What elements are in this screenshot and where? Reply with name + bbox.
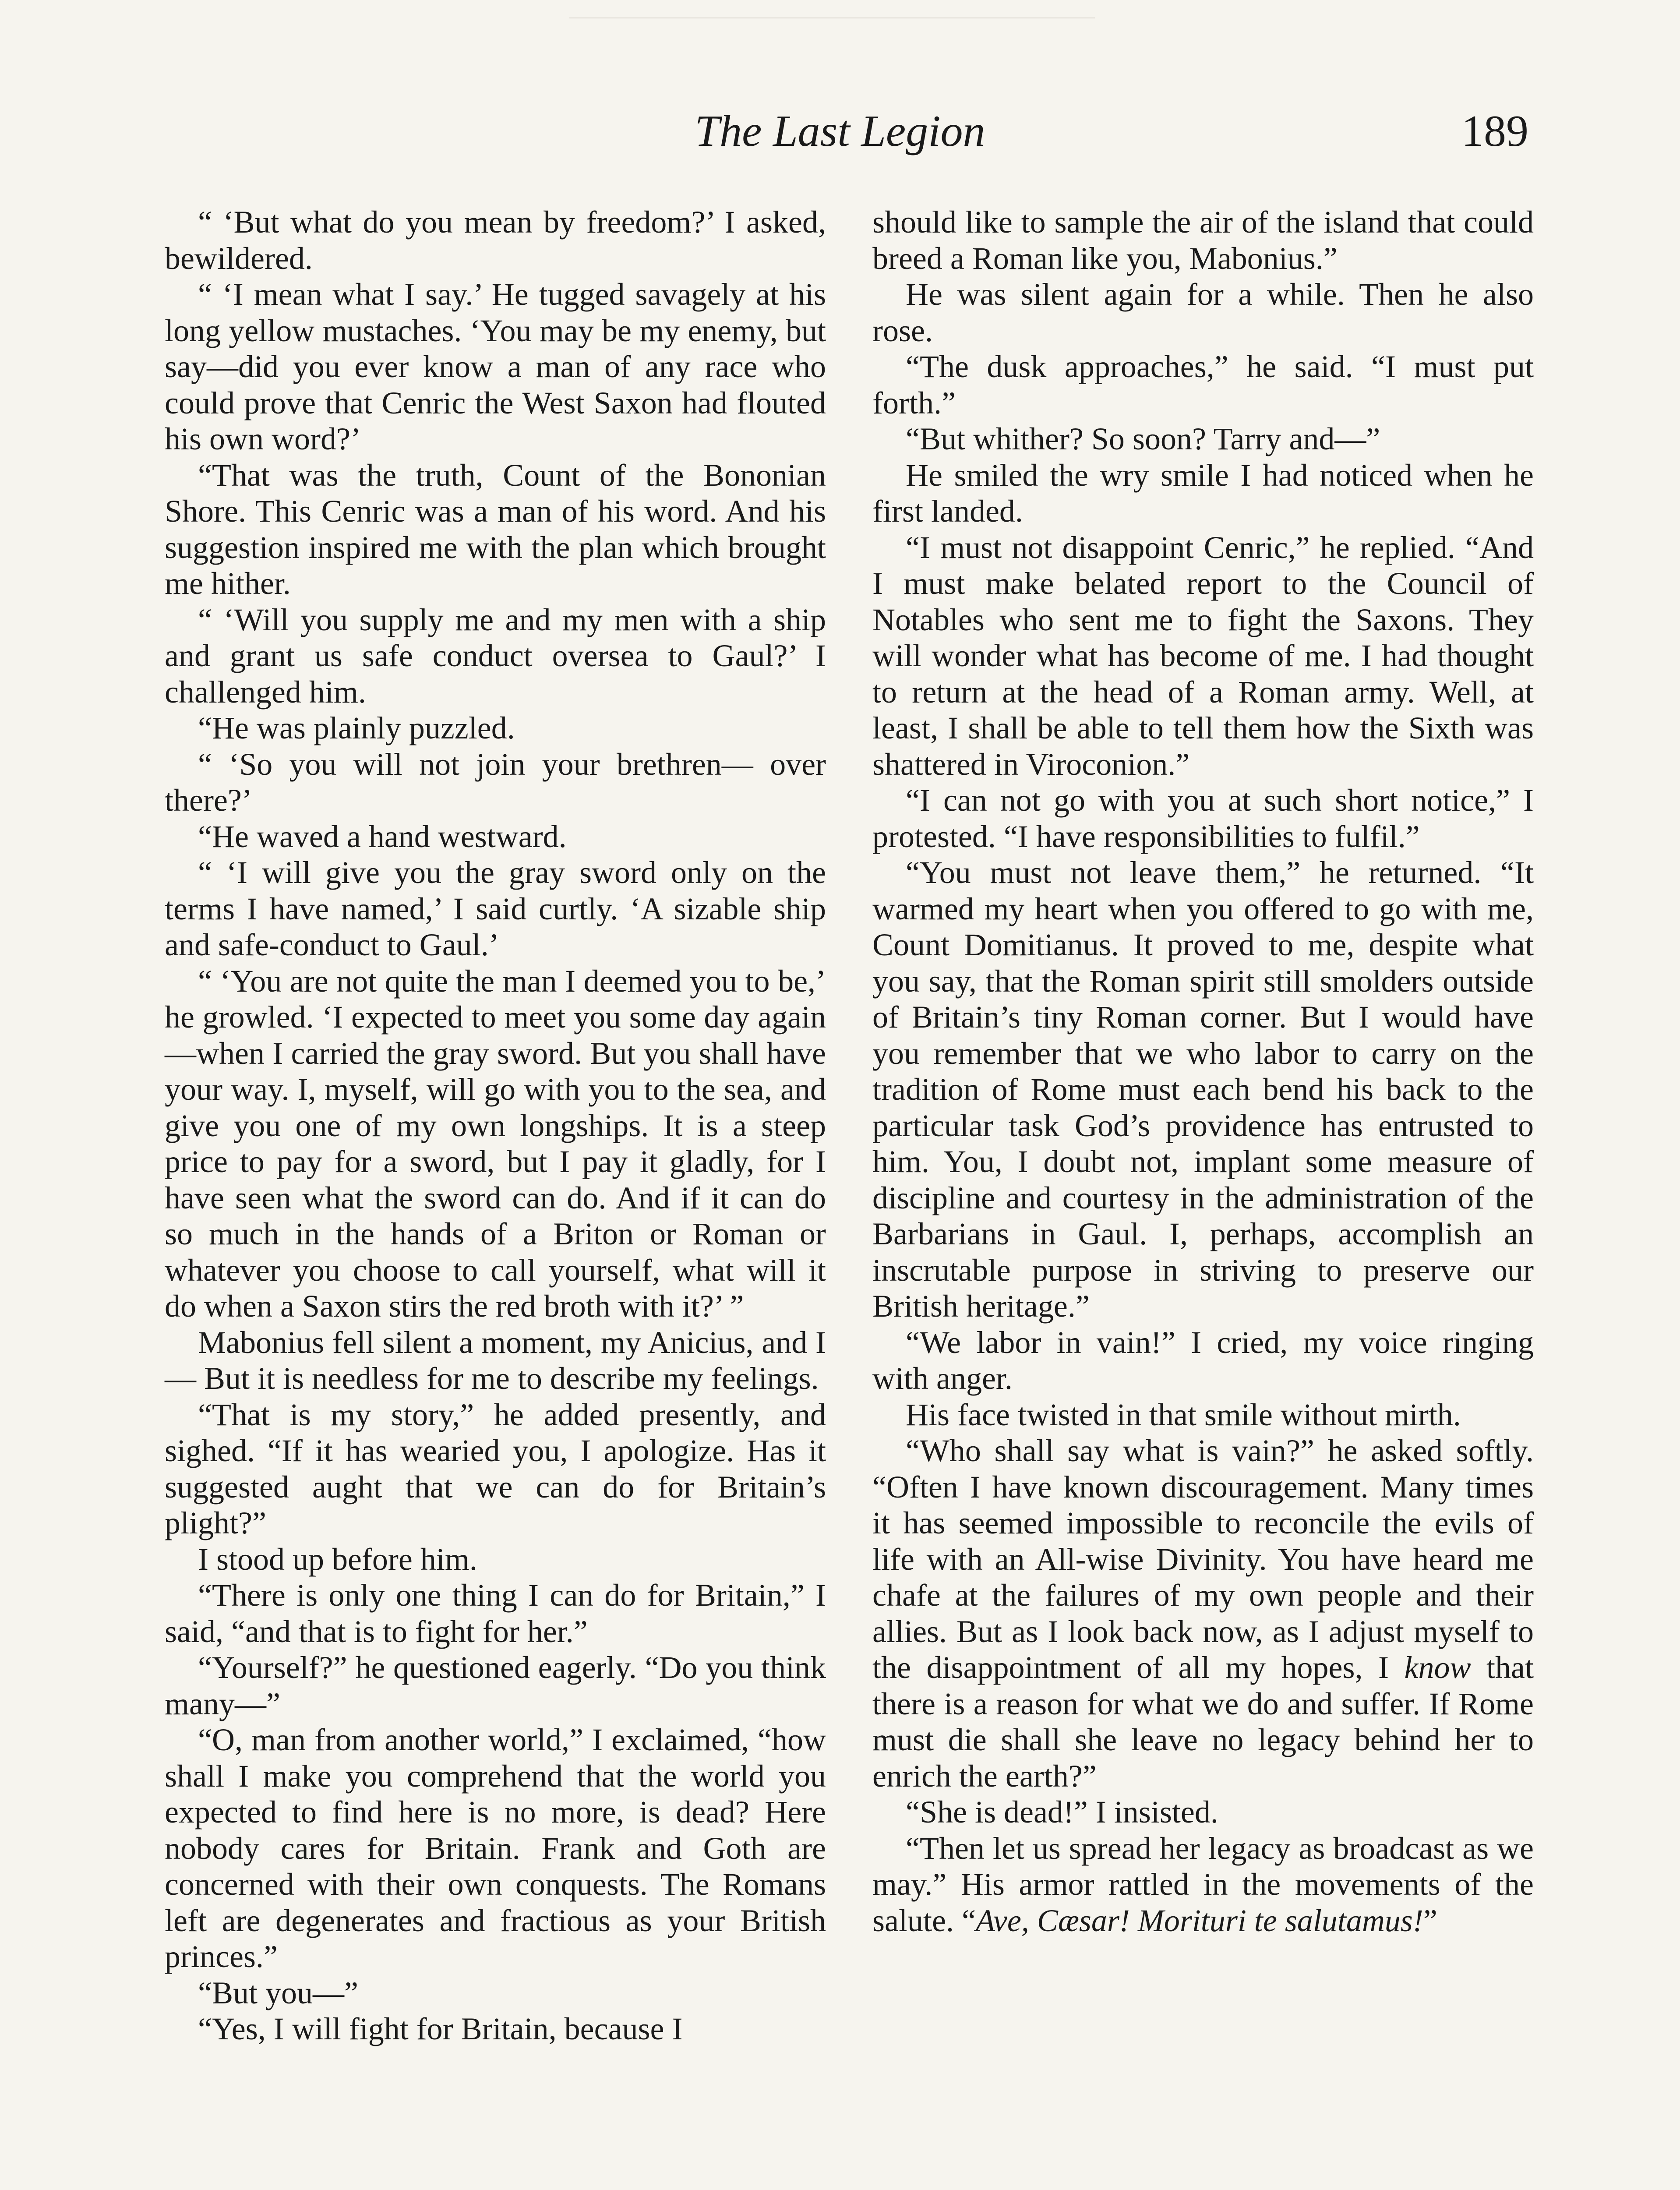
paragraph: “I must not disappoint Cenric,” he replied. “And I must make belated report to the Council of Notables who sent me to fight the Saxons. They will wonder what has become of me. I had thought to return at the head of a Roman army. Well, at least, I shall be able to tell them how the Sixth was shattered in Viroconion.” [872,530,1534,782]
paragraph: “He was plainly puzzled. [198,710,515,745]
paragraph: “ ‘So you will not join your brethren— over there?’ [165,746,826,818]
paragraph: “We labor in vain!” I cried, my voice ringing with anger. [872,1325,1534,1396]
paragraph: I stood up before him. [198,1541,477,1577]
paragraph: “The dusk approaches,” he said. “I must put forth.” [872,349,1534,420]
paragraph: Mabonius fell silent a moment, my Anicius, and I— But it is needless for me to describe my feelings. [165,1325,826,1396]
paragraph: “But whither? So soon? Tarry and—” [906,421,1380,456]
paragraph: “She is dead!” I insisted. [906,1794,1218,1830]
paragraph [872,1830,1534,1939]
paragraph-continued: should like to sample the air of the island that could breed a Roman like you, Mabonius.” [872,205,1534,276]
paragraph: “That was the truth, Count of the Bononian Shore. This Cenric was a man of his word. And his suggestion inspired me with the plan which brought me hither. [165,457,826,601]
text-run: “Then let us spread her legacy as broadcast as we may.” His armor rattled in the movements of the salute. “ [872,1830,1534,1938]
paragraph: “You must not leave them,” he returned. “It warmed my heart when you offered to go with me, Count Domitianus. It proved to me, despite what you say, that the Roman spirit still smolders outside of Britain’s tiny Roman corner. But I would have you remember that we who labor to carry on the tradition of Rome must each bend his back to the particular task God’s providence has entrusted to him. You, I doubt not, implant some measure of discipline and courtesy in the administration of the Barbarians in Gaul. I, perhaps, accomplish an inscrutable purpose in striving to preserve our British heritage.” [872,855,1534,1324]
italic-emphasis: know [1404,1650,1471,1685]
page-number: 189 [1461,106,1528,156]
paragraph: “Yes, I will fight for Britain, because I [198,2011,683,2046]
right-text-column [872,204,1534,1939]
paragraph: “ ‘But what do you mean by freedom?’ I asked, bewildered. [165,205,826,276]
text-run: ” [1423,1903,1437,1938]
paragraph: “There is only one thing I can do for Britain,” I said, “and that is to fight for her.” [165,1578,826,1649]
paragraph: “ ‘Will you supply me and my men with a ship and grant us safe conduct oversea to Gaul?’ I challenged him. [165,602,826,710]
text-run: that there is a reason for what we do and suffer. If Rome must die shall she leave no legacy behind her to enrich the earth?” [872,1650,1534,1794]
paragraph: “ ‘I will give you the gray sword only on the terms I have named,’ I said curtly. ‘A sizable ship and safe-conduct to Gaul.’ [165,855,826,962]
text-run: “Who shall say what is vain?” he asked softly. “Often I have known discouragement. Many times it has seemed impossible to reconcile the evils of life with an All-wise Divinity. You have heard me chafe at the failures of my own people and their allies. But as I look back now, as I adjust myself to the disappointment of all my hopes, I [872,1433,1534,1685]
paragraph: He was silent again for a while. Then he also rose. [872,277,1534,348]
paragraph: “But you—” [198,1975,358,2010]
paragraph: “I can not go with you at such short notice,” I protested. “I have responsibilities to fulfil.” [872,783,1534,854]
paragraph: “ ‘I mean what I say.’ He tugged savagely at his long yellow mustaches. ‘You may be my enemy, but say—did you ever know a man of any race who could prove that Cenric the West Saxon had flouted his own word?’ [165,277,826,456]
paragraph: “O, man from another world,” I exclaimed, “how shall I make you comprehend that the world you expected to find here is no more, is dead? Here nobody cares for Britain. Frank and Goth are concerned with their own conquests. The Romans left are degenerates and fractious as your British princes.” [165,1722,826,1974]
paragraph: “Yourself?” he questioned eagerly. “Do you think many—” [165,1650,826,1721]
left-text-column [165,204,826,2047]
paragraph: He smiled the wry smile I had noticed when he first landed. [872,457,1534,529]
italic-latin-salute: Ave, Cæsar! Morituri te salutamus! [975,1903,1423,1938]
paragraph: His face twisted in that smile without mirth. [906,1397,1461,1432]
running-title: The Last Legion [695,106,985,156]
paragraph [872,1433,1534,1794]
paragraph: “ ‘You are not quite the man I deemed you to be,’ he growled. ‘I expected to meet you some day again—when I carried the gray sword. But you shall have your way. I, myself, will go with you to the sea, and give you one of my own longships. It is a steep price to pay for a sword, but I pay it gladly, for I have seen what the sword can do. And if it can do so much in the hands of a Briton or Roman or whatever you choose to call yourself, what will it do when a Saxon stirs the red broth with it?’ ” [165,963,826,1324]
paragraph: “That is my story,” he added presently, and sighed. “If it has wearied you, I apologize. Has it suggested aught that we can do for Britain’s plight?” [165,1397,826,1540]
paragraph: “He waved a hand westward. [198,819,567,854]
